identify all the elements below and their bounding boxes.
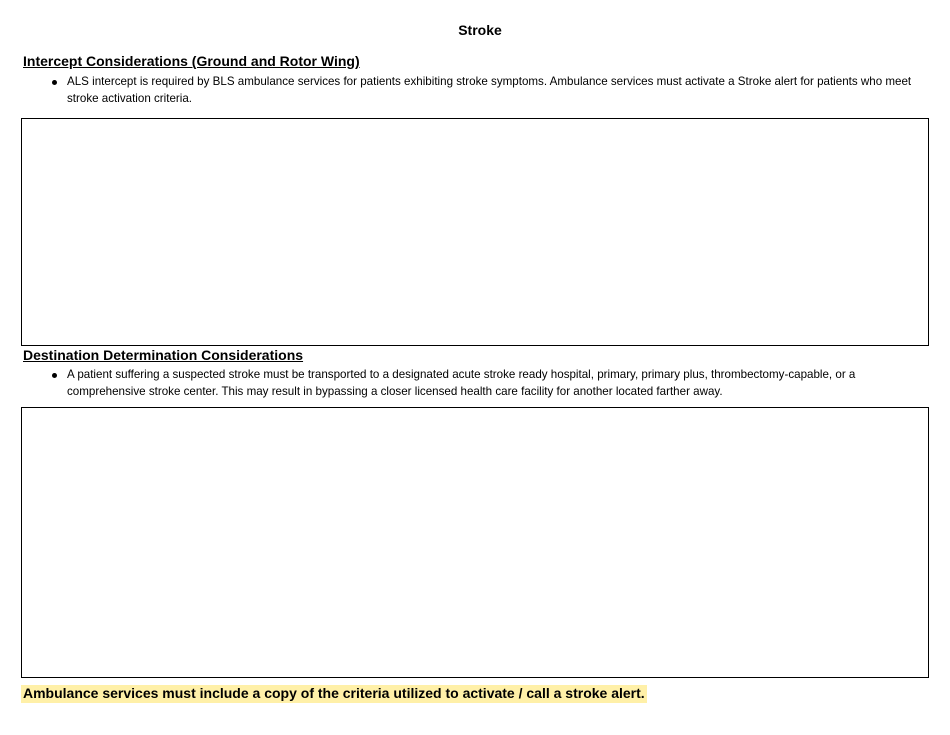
intercept-heading: Intercept Considerations (Ground and Rotor Wing) (23, 53, 360, 69)
intercept-bullet-text: ALS intercept is required by BLS ambulance services for patients exhibiting stroke symptoms. Ambulance services must activate a Stroke alert for patients who meet stroke activation criteria. (67, 75, 912, 105)
bullet-icon (52, 373, 57, 378)
list-item (48, 74, 918, 107)
stroke-alert-note: Ambulance services must include a copy of the criteria utilized to activate / call a stroke alert. (23, 685, 645, 701)
page-title: Stroke (458, 22, 502, 38)
intercept-criteria-box (21, 118, 929, 346)
bullet-icon (52, 80, 57, 85)
destination-heading: Destination Determination Considerations (23, 347, 304, 363)
intercept-bullet-list (48, 74, 918, 107)
destination-criteria-box (21, 407, 929, 678)
destination-bullet-text: A patient suffering a suspected stroke must be transported to a designated acute stroke ready hospital, primary, primary plus, thrombectomy-capable, or a comprehensive stroke center. This may result in bypassing a closer licensed health care facility for another located farther away. (67, 368, 856, 398)
destination-bullet-list (48, 367, 918, 400)
list-item (48, 367, 918, 400)
